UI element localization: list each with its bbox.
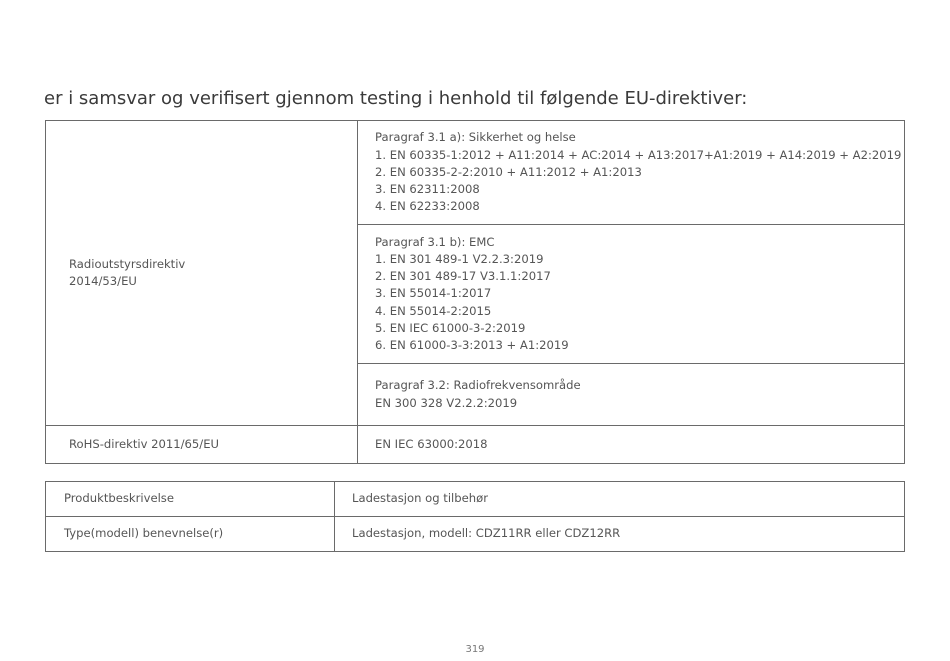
radio-frequency-cell [358,364,905,426]
product-description-label: Produktbeskrivelse [46,482,335,517]
standard-line: 2. EN 60335-2-2:2010 + A11:2012 + A1:2013 [375,164,642,179]
standard-line: 4. EN 62233:2008 [375,199,480,214]
table-row [46,517,905,552]
standard-line: Paragraf 3.1 a): Sikkerhet og helse [375,130,576,145]
table-row [46,121,905,225]
standard-line: 1. EN 301 489-1 V2.2.3:2019 [375,251,544,266]
standard-line: 6. EN 61000-3-3:2013 + A1:2019 [375,338,569,352]
emc-cell [358,225,905,364]
radio-directive-number: 2014/53/EU [69,274,137,288]
model-designation-value: Ladestasjon, modell: CDZ11RR eller CDZ12RR [335,517,905,552]
standard-line: 2. EN 301 489-17 V3.1.1:2017 [375,269,551,284]
page-number: 319 [465,644,485,655]
standard-line: 1. EN 60335-1:2012 + A11:2014 + AC:2014 + A13:2017+A1:2019 + A14:2019 + A2:2019 [375,147,902,162]
radio-directive-label [46,121,358,426]
product-table [45,481,905,552]
rohs-directive-label: RoHS-direktiv 2011/65/EU [46,426,358,464]
standard-line: Paragraf 3.1 b): EMC [375,234,495,249]
standard-line: 3. EN 62311:2008 [375,182,480,197]
directives-table [45,120,905,464]
radio-directive-name: Radioutstyrsdirektiv [69,256,186,271]
section-heading: er i samsvar og verifisert gjennom testing i henhold til følgende EU-direktiver: [44,88,748,109]
standard-line: 4. EN 55014-2:2015 [375,303,492,318]
standard-line: EN 300 328 V2.2.2:2019 [375,395,518,410]
model-designation-label: Type(modell) benevnelse(r) [46,517,335,552]
standard-line: 5. EN IEC 61000-3-2:2019 [375,320,526,335]
rohs-standard-value: EN IEC 63000:2018 [358,426,905,464]
standard-line: Paragraf 3.2: Radiofrekvensområde [375,378,581,393]
safety-health-cell [358,121,905,225]
table-row [46,482,905,517]
standard-line: 3. EN 55014-1:2017 [375,286,492,301]
product-description-value: Ladestasjon og tilbehør [335,482,905,517]
table-row [46,426,905,464]
